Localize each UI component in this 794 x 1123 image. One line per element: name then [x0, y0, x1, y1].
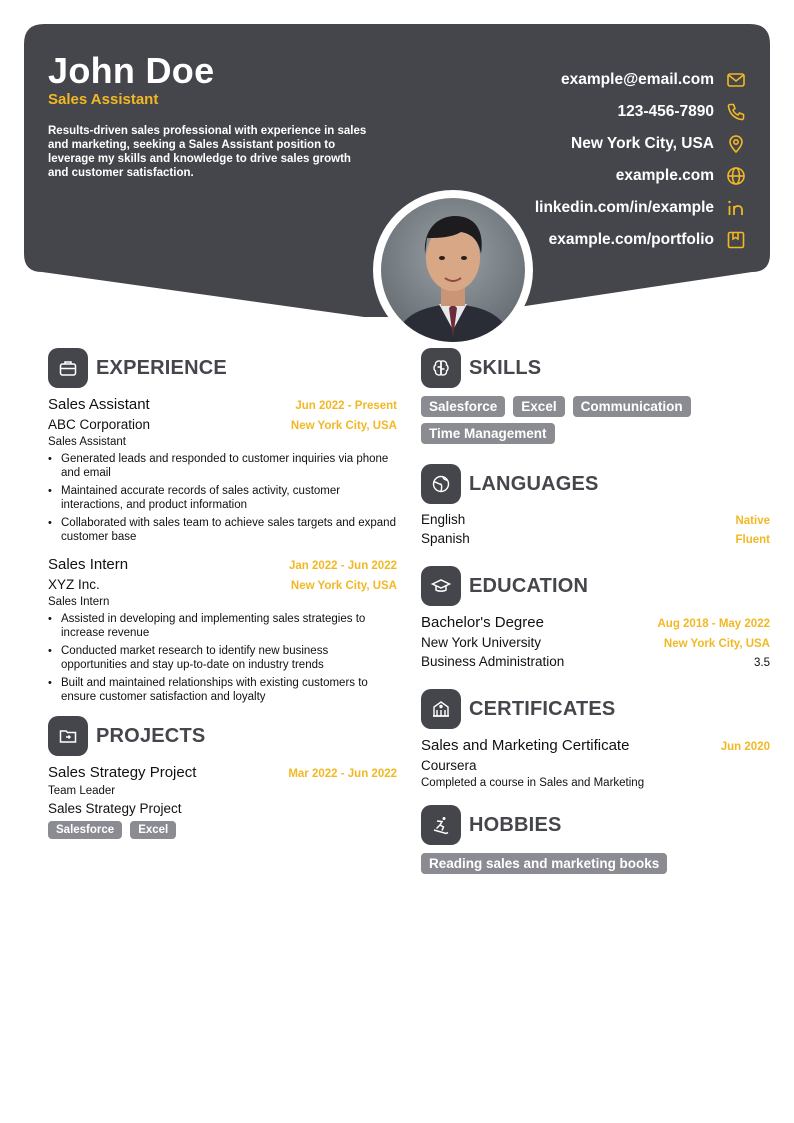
folder-icon [48, 716, 88, 756]
contact-location-text: New York City, USA [571, 135, 714, 152]
projects-heading [48, 716, 397, 756]
project-tags [48, 821, 397, 839]
candidate-name: John Doe [48, 50, 215, 91]
education-title: EDUCATION [469, 574, 589, 597]
job-location: New York City, USA [290, 420, 397, 432]
job-company: ABC Corporation [48, 417, 151, 432]
education-heading [421, 566, 770, 606]
languages-title: LANGUAGES [469, 472, 599, 495]
globe-icon [726, 166, 746, 186]
contact-linkedin-text[interactable]: linkedin.com/in/example [534, 199, 714, 216]
job-date: Jan 2022 - Jun 2022 [288, 560, 397, 572]
list-item: • Generated leads and responded to customer inquiries via phone and email [48, 452, 397, 480]
graduation-cap-icon [421, 566, 461, 606]
hobbies-heading [421, 805, 770, 845]
contact-portfolio-text[interactable]: example.com/portfolio [548, 231, 714, 248]
project-description: Sales Strategy Project [48, 801, 182, 816]
language-item [421, 512, 770, 527]
languages-heading [421, 464, 770, 504]
language-level: Native [735, 515, 770, 527]
skill-tag: Time Management [421, 423, 555, 444]
skill-tag: Excel [513, 396, 564, 417]
certificates-heading [421, 689, 770, 729]
school: New York University [421, 635, 542, 650]
list-item: • Collaborated with sales team to achieve sales targets and expand customer base [48, 516, 397, 544]
project-date: Mar 2022 - Jun 2022 [288, 768, 397, 780]
right-column [421, 348, 770, 874]
hobbies-tags [421, 853, 770, 874]
job-bullets [48, 612, 397, 704]
location-pin-icon [726, 134, 746, 154]
hobby-tag: Reading sales and marketing books [421, 853, 667, 874]
job-location: New York City, USA [290, 580, 397, 592]
certificate-entry [421, 737, 770, 789]
skills-heading [421, 348, 770, 388]
list-item: • Maintained accurate records of sales activity, customer interactions, and product information [48, 484, 397, 512]
project-title: Sales Strategy Project [48, 764, 197, 781]
job-bullets [48, 452, 397, 544]
language-name: English [421, 512, 466, 527]
job-title: Sales Assistant [48, 396, 150, 413]
language-name: Spanish [421, 531, 470, 546]
project-tag: Excel [130, 821, 176, 839]
globe-icon [421, 464, 461, 504]
contact-location [426, 128, 746, 160]
left-column [48, 348, 397, 851]
contact-email-text[interactable]: example@email.com [561, 71, 714, 88]
field-of-study: Business Administration [421, 654, 565, 669]
education-location: New York City, USA [663, 638, 770, 650]
hobbies-title: HOBBIES [469, 813, 562, 836]
list-item: • Assisted in developing and implementing sales strategies to increase revenue [48, 612, 397, 640]
gpa: 3.5 [754, 657, 770, 669]
certificate-title: Sales and Marketing Certificate [421, 737, 630, 754]
job-company: XYZ Inc. [48, 577, 100, 592]
phone-icon [726, 102, 746, 122]
contact-website-text[interactable]: example.com [615, 167, 714, 184]
skier-icon [421, 805, 461, 845]
job-date: Jun 2022 - Present [295, 400, 397, 412]
certificate-issuer: Coursera [421, 758, 477, 773]
skill-tag: Communication [573, 396, 691, 417]
project-role: Team Leader [48, 785, 116, 797]
degree: Bachelor's Degree [421, 614, 544, 631]
institution-icon [421, 689, 461, 729]
skill-tag: Salesforce [421, 396, 505, 417]
profile-summary: Results-driven sales professional with experience in sales and marketing, seeking a Sales Assistant position to leverage my skills and knowledge to drive sales growth and customer satisfaction. [48, 125, 367, 179]
contact-phone[interactable] [426, 96, 746, 128]
bookmark-icon [726, 230, 746, 250]
job-title: Sales Intern [48, 556, 129, 573]
contact-phone-text[interactable]: 123-456-7890 [617, 103, 714, 120]
projects-title: PROJECTS [96, 724, 206, 747]
education-entry [421, 614, 770, 669]
language-item [421, 531, 770, 546]
contact-website[interactable] [426, 160, 746, 192]
certificate-date: Jun 2020 [720, 741, 770, 753]
certificates-title: CERTIFICATES [469, 697, 616, 720]
briefcase-icon [48, 348, 88, 388]
list-item: • Built and maintained relationships with existing customers to ensure customer satisfaction and loyalty [48, 676, 397, 704]
skills-tags [421, 396, 770, 444]
linkedin-icon [726, 198, 746, 218]
certificate-description: Completed a course in Sales and Marketing [421, 777, 645, 789]
experience-heading [48, 348, 397, 388]
education-date: Aug 2018 - May 2022 [657, 618, 770, 630]
job-position: Sales Intern [48, 596, 110, 608]
project-tag: Salesforce [48, 821, 122, 839]
project-entry [48, 764, 397, 839]
candidate-role: Sales Assistant [48, 91, 159, 108]
experience-entry [48, 556, 397, 704]
language-level: Fluent [735, 534, 770, 546]
mail-icon [726, 70, 746, 90]
experience-entry [48, 396, 397, 544]
list-item: • Conducted market research to identify new business opportunities and stay up-to-date on industry trends [48, 644, 397, 672]
skills-title: SKILLS [469, 356, 542, 379]
brain-icon [421, 348, 461, 388]
languages-list [421, 512, 770, 546]
experience-title: EXPERIENCE [96, 356, 227, 379]
avatar [381, 198, 525, 342]
job-position: Sales Assistant [48, 436, 126, 448]
contact-email[interactable] [426, 64, 746, 96]
